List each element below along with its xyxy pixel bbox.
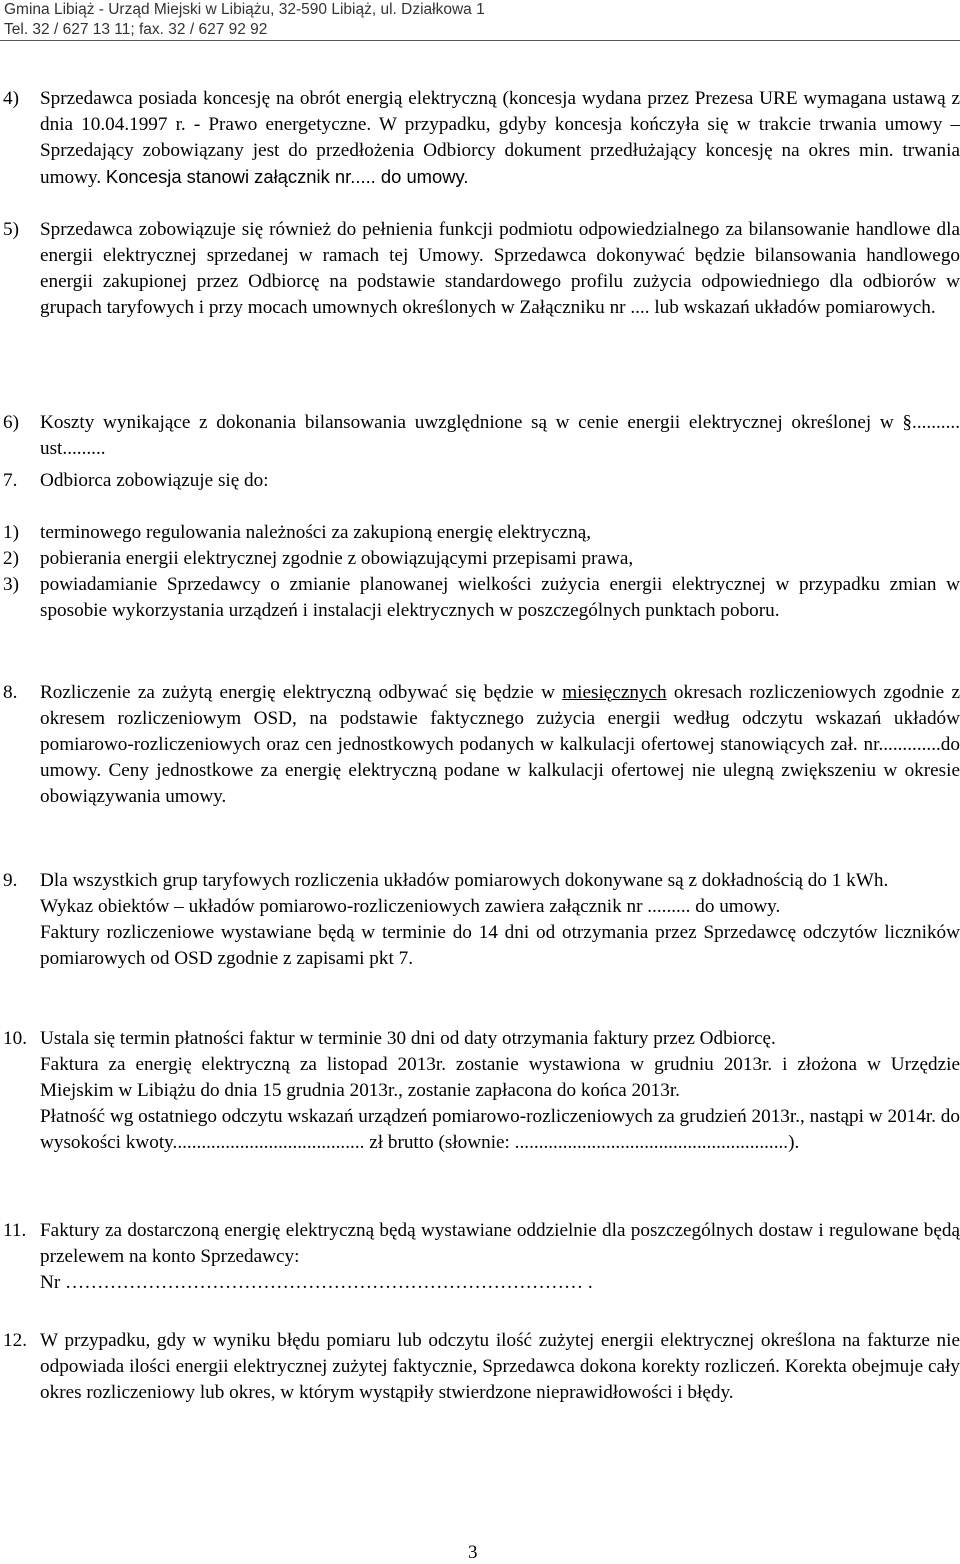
section-text: okresach rozliczeniowych zgodnie z okresem rozliczeniowym OSD, na podstawie faktycznego zużycia energii według odczytu wskazań układów pomiarowo-rozliczeniowych oraz cen jednostkowych podanych w kalkulacji ofertowej stanowiących zał. nr.............do umowy. Ceny jednostkowe za energię elektryczną podane w kalkulacji ofertowej nie ulegną zwiększeniu w okresie obowiązywania umowy. — [40, 682, 960, 807]
page-header — [4, 0, 485, 40]
clause-number: 4) — [3, 88, 19, 109]
section-8 — [0, 680, 960, 810]
section-text: Faktura za energię elektryczną za listopad 2013r. zostanie wystawiona w grudniu 2013r. i złożona w Urzędzie Miejskim w Libiążu do dnia 15 grudnia 2013r., zostanie zapłacona do końca 2013r. — [40, 1054, 960, 1101]
section-7-item-2 — [0, 546, 960, 572]
section-10 — [0, 1026, 960, 1156]
item-text: pobierania energii elektrycznej zgodnie z obowiązującymi przepisami prawa, — [40, 548, 634, 569]
clause-5 — [0, 217, 960, 321]
section-text: Ustala się termin płatności faktur w terminie 30 dni od daty otrzymania faktury przez Odbiorcę. — [40, 1028, 776, 1049]
page-number: 3 — [468, 1542, 478, 1563]
section-text: Płatność wg ostatniego odczytu wskazań urządzeń pomiarowo-rozliczeniowych za grudzień 2013r., nastąpi w 2014r. do wysokości kwoty........................................ zł brutto (słownie: .........................................................). — [40, 1106, 960, 1153]
section-text: Rozliczenie za zużytą energię elektryczną odbywać się będzie w — [40, 682, 563, 703]
section-text: Dla wszystkich grup taryfowych rozliczenia układów pomiarowych dokonywane są z dokładnością do 1 kWh. — [40, 870, 889, 891]
section-number: 10. — [3, 1028, 27, 1049]
item-text: powiadamianie Sprzedawcy o zmianie planowanej wielkości zużycia energii elektrycznej w przypadku zmian w sposobie wykorzystania urządzeń i instalacji elektrycznych w poszczególnych punktach poboru. — [40, 574, 960, 621]
section-number: 7. — [3, 470, 18, 491]
clause-number: 5) — [3, 219, 19, 240]
item-number: 2) — [3, 548, 19, 569]
section-text: W przypadku, gdy w wyniku błędu pomiaru lub odczytu ilość zużytej energii elektrycznej określona na fakturze nie odpowiada ilości energii elektrycznej zużytej faktycznie, Sprzedawca dokona korekty rozliczeń. Korekta obejmuje cały okres rozliczeniowy lub okres, w którym wystąpiły stwierdzone nieprawidłowości i błędy. — [40, 1330, 960, 1403]
section-12 — [0, 1328, 960, 1406]
clause-text: Sprzedawca posiada koncesję na obrót energią elektryczną (koncesja wydana przez Prezesa URE wymagana ustawą z dnia 10.04.1997 r. - Prawo energetyczne. W przypadku, gdyby koncesja kończyła się w trakcie trwania umowy – Sprzedający zobowiązany jest do przedłożenia Odbiorcy dokument przedłużający koncesję na okres min. trwania umowy. — [40, 88, 960, 188]
section-11 — [0, 1218, 960, 1296]
header-divider — [0, 40, 960, 41]
clause-text: Sprzedawca dokonywać będzie bilansowania handlowego energii zakupionej przez Odbiorcę na podstawie standardowego profilu zużycia odpowiedniego dla odbiorów w grupach taryfowych i przy mocach umownych określonych w Załączniku nr .... lub wskazań układów pomiarowych. — [40, 245, 960, 318]
section-text: Faktury za dostarczoną energię elektryczną będą wystawiane oddzielnie dla poszczególnych dostaw i regulowane będą przelewem na konto Sprzedawcy: — [40, 1220, 960, 1267]
section-number: 8. — [3, 682, 18, 703]
section-7-item-3 — [0, 572, 960, 624]
section-number: 11. — [3, 1220, 27, 1241]
header-line-2: Tel. 32 / 627 13 11; fax. 32 / 627 92 92 — [4, 21, 268, 38]
item-text: terminowego regulowania należności za zakupioną energię elektryczną, — [40, 522, 592, 543]
clause-text: Sprzedawca zobowiązuje się również do pełnienia funkcji podmiotu odpowiedzialnego za bilansowanie handlowe dla energii elektrycznej sprzedanej w ramach tej Umowy. — [40, 219, 960, 266]
item-number: 3) — [3, 574, 19, 595]
section-text: Wykaz obiektów – układów pomiarowo-rozliczeniowych zawiera załącznik nr ......... do umowy. — [40, 896, 781, 917]
underlined-term: miesięcznych — [562, 682, 667, 703]
clause-4 — [0, 86, 960, 191]
section-number: 12. — [3, 1330, 27, 1351]
section-number: 9. — [3, 870, 18, 891]
section-7 — [0, 468, 960, 494]
clause-text: Koszty wynikające z dokonania bilansowania uwzględnione są w cenie energii elektrycznej określonej w §.......... ust......... — [40, 412, 960, 459]
clause-number: 6) — [3, 412, 19, 433]
clause-text-sans: Koncesja stanowi załącznik nr..... do umowy. — [105, 166, 469, 187]
section-7-item-1 — [0, 520, 960, 546]
section-9 — [0, 868, 960, 972]
item-number: 1) — [3, 522, 19, 543]
section-text: Faktury rozliczeniowe wystawiane będą w terminie do 14 dni od otrzymania przez Sprzedawcę odczytów liczników pomiarowych od OSD zgodnie z zapisami pkt 7. — [40, 922, 960, 969]
account-number-line: Nr ……………………………………………………………………… . — [40, 1272, 593, 1293]
clause-6 — [0, 410, 960, 462]
header-line-1: Gmina Libiąż - Urząd Miejski w Libiążu, 32-590 Libiąż, ul. Działkowa 1 — [4, 1, 485, 18]
section-title: Odbiorca zobowiązuje się do: — [40, 470, 269, 491]
